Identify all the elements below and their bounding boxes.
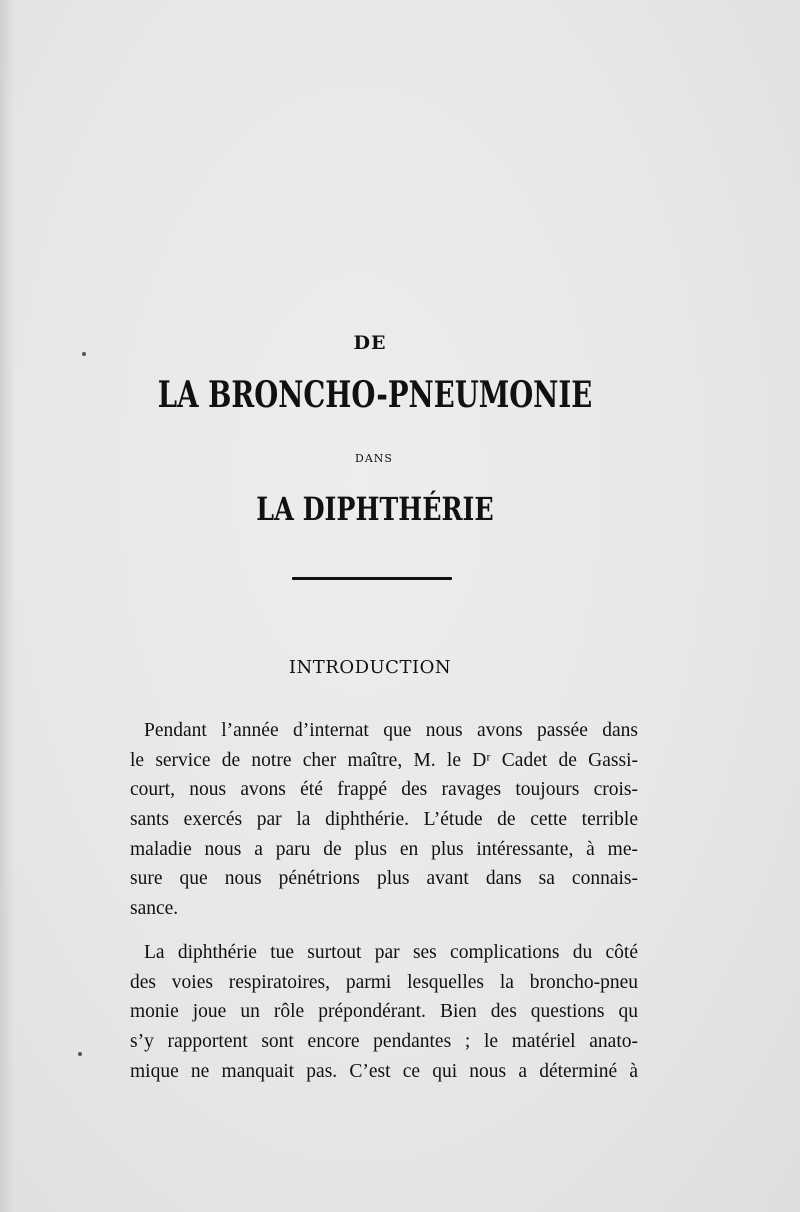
title-connector: DANS: [355, 452, 393, 465]
paragraph-1-line: le service de notre cher maître, M. le Dʳ Cadet de Gassi-: [130, 749, 638, 771]
paragraph-2-line: mique ne manquait pas. C’est ce qui nous a déterminé à: [130, 1060, 638, 1082]
section-heading: INTRODUCTION: [288, 657, 452, 678]
ink-speck: [78, 1052, 82, 1056]
paragraph-2-line: s’y rapportent sont encore pendantes ; le matériel anato-: [130, 1030, 638, 1052]
paragraph-1-line: Pendant l’année d’internat que nous avons passée dans: [144, 720, 638, 741]
title-subject: LA DIPHTHÉRIE: [256, 490, 494, 528]
title-rule-divider: [292, 577, 452, 580]
main-title: LA BRONCHO-PNEUMONIE: [157, 374, 593, 416]
title-prefix: DE: [353, 332, 387, 354]
paragraph-1-line: sance.: [130, 898, 179, 920]
paragraph-2-line: monie joue un rôle prépondérant. Bien des questions qu: [130, 1001, 638, 1023]
paragraph-gap: [130, 924, 638, 938]
paragraph-1-line: sants exercés par la diphthérie. L’étude de cette terrible: [130, 809, 638, 831]
paragraph-1-line: court, nous avons été frappé des ravages toujours crois-: [130, 779, 638, 801]
paragraph-1-line: sure que nous pénétrions plus avant dans sa connais-: [130, 868, 638, 890]
body-text: [130, 716, 638, 1086]
page-edge-shadow: [0, 0, 14, 1212]
paragraph-1-line: maladie nous a paru de plus en plus intéressante, à me-: [130, 838, 638, 860]
paragraph-2-line: La diphthérie tue surtout par ses complications du côté: [144, 941, 638, 963]
paragraph-2-line: des voies respiratoires, parmi lesquelles la broncho-pneu: [130, 971, 638, 993]
